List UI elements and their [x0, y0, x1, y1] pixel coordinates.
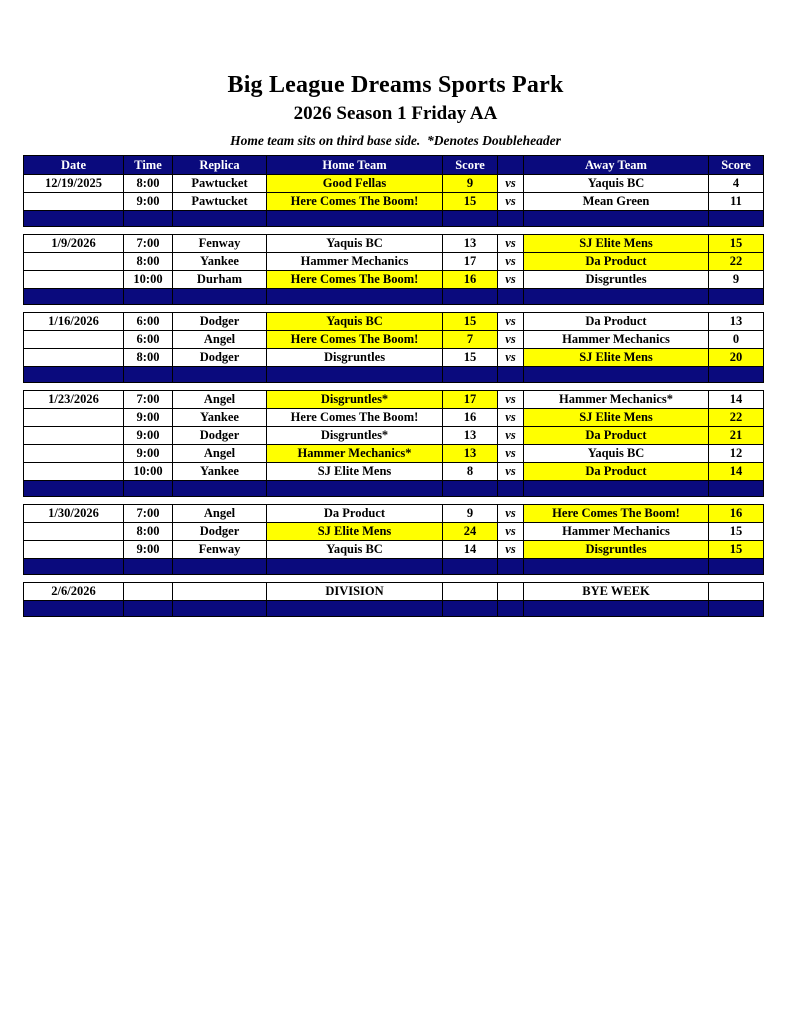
- separator-cell: [709, 289, 764, 305]
- spacer-row: [24, 227, 764, 235]
- away-score-cell: 15: [709, 235, 764, 253]
- col-header-home-team: Home Team: [267, 156, 443, 175]
- away-score-cell: 22: [709, 409, 764, 427]
- home-score-cell: 13: [443, 445, 498, 463]
- date-cell: [24, 463, 124, 481]
- home-score-cell: 16: [443, 271, 498, 289]
- date-cell: [24, 253, 124, 271]
- home-team-cell: Here Comes The Boom!: [267, 193, 443, 211]
- away-score-cell: [709, 583, 764, 601]
- separator-cell: [443, 289, 498, 305]
- separator-cell: [267, 559, 443, 575]
- away-team-cell: SJ Elite Mens: [524, 235, 709, 253]
- separator-cell: [709, 481, 764, 497]
- time-cell: 7:00: [124, 391, 173, 409]
- separator-row: [24, 559, 764, 575]
- game-row: [24, 313, 764, 331]
- separator-cell: [709, 559, 764, 575]
- separator-cell: [443, 367, 498, 383]
- replica-cell: [173, 583, 267, 601]
- col-header-replica: Replica: [173, 156, 267, 175]
- separator-cell: [443, 211, 498, 227]
- col-header-time: Time: [124, 156, 173, 175]
- home-team-cell: Here Comes The Boom!: [267, 409, 443, 427]
- separator-cell: [173, 367, 267, 383]
- separator-cell: [124, 367, 173, 383]
- game-row: [24, 463, 764, 481]
- vs-cell: vs: [498, 427, 524, 445]
- separator-cell: [24, 481, 124, 497]
- date-cell: [24, 445, 124, 463]
- home-score-cell: 9: [443, 175, 498, 193]
- separator-cell: [709, 601, 764, 617]
- spacer-cell: [24, 497, 764, 505]
- separator-cell: [24, 211, 124, 227]
- date-cell: [24, 271, 124, 289]
- home-score-cell: 13: [443, 235, 498, 253]
- vs-cell: vs: [498, 409, 524, 427]
- col-header-date: Date: [24, 156, 124, 175]
- home-team-cell: Yaquis BC: [267, 235, 443, 253]
- away-score-cell: 13: [709, 313, 764, 331]
- vs-cell: vs: [498, 271, 524, 289]
- away-team-cell: Disgruntles: [524, 541, 709, 559]
- date-cell: 12/19/2025: [24, 175, 124, 193]
- col-header-away-score: Score: [709, 156, 764, 175]
- spacer-row: [24, 497, 764, 505]
- replica-cell: Angel: [173, 505, 267, 523]
- time-cell: 7:00: [124, 505, 173, 523]
- replica-cell: Pawtucket: [173, 175, 267, 193]
- home-team-cell: Disgruntles: [267, 349, 443, 367]
- date-cell: [24, 193, 124, 211]
- home-score-cell: 7: [443, 331, 498, 349]
- bye-week-row: [24, 583, 764, 601]
- separator-cell: [524, 481, 709, 497]
- game-row: [24, 541, 764, 559]
- date-cell: [24, 523, 124, 541]
- separator-row: [24, 601, 764, 617]
- time-cell: 9:00: [124, 193, 173, 211]
- separator-cell: [173, 601, 267, 617]
- spacer-row: [24, 575, 764, 583]
- replica-cell: Angel: [173, 331, 267, 349]
- vs-cell: vs: [498, 331, 524, 349]
- separator-cell: [524, 601, 709, 617]
- home-team-cell: Here Comes The Boom!: [267, 331, 443, 349]
- home-score-cell: 13: [443, 427, 498, 445]
- separator-row: [24, 481, 764, 497]
- spacer-row: [24, 383, 764, 391]
- separator-cell: [267, 367, 443, 383]
- game-row: [24, 523, 764, 541]
- date-cell: [24, 541, 124, 559]
- vs-cell: vs: [498, 523, 524, 541]
- home-score-cell: 16: [443, 409, 498, 427]
- separator-cell: [173, 289, 267, 305]
- time-cell: 6:00: [124, 331, 173, 349]
- time-cell: 8:00: [124, 349, 173, 367]
- time-cell: 8:00: [124, 253, 173, 271]
- away-score-cell: 22: [709, 253, 764, 271]
- separator-cell: [124, 601, 173, 617]
- vs-cell: vs: [498, 349, 524, 367]
- home-score-cell: 14: [443, 541, 498, 559]
- home-team-cell: Disgruntles*: [267, 391, 443, 409]
- home-score-cell: 9: [443, 505, 498, 523]
- separator-cell: [24, 367, 124, 383]
- date-cell: [24, 331, 124, 349]
- replica-cell: Angel: [173, 391, 267, 409]
- game-row: [24, 409, 764, 427]
- away-team-cell: Hammer Mechanics*: [524, 391, 709, 409]
- replica-cell: Fenway: [173, 235, 267, 253]
- vs-cell: [498, 583, 524, 601]
- away-team-cell: Da Product: [524, 313, 709, 331]
- home-score-cell: 15: [443, 193, 498, 211]
- separator-cell: [124, 559, 173, 575]
- separator-cell: [524, 367, 709, 383]
- date-cell: 1/30/2026: [24, 505, 124, 523]
- separator-cell: [498, 211, 524, 227]
- page-subtitle: 2026 Season 1 Friday AA: [293, 103, 498, 124]
- game-row: [24, 331, 764, 349]
- home-score-cell: 15: [443, 313, 498, 331]
- home-score-cell: 15: [443, 349, 498, 367]
- replica-cell: Dodger: [173, 349, 267, 367]
- separator-row: [24, 367, 764, 383]
- away-score-cell: 15: [709, 523, 764, 541]
- vs-cell: vs: [498, 463, 524, 481]
- vs-cell: vs: [498, 253, 524, 271]
- date-cell: 1/9/2026: [24, 235, 124, 253]
- col-header-away-team: Away Team: [524, 156, 709, 175]
- home-team-cell: Hammer Mechanics: [267, 253, 443, 271]
- time-cell: 9:00: [124, 409, 173, 427]
- replica-cell: Yankee: [173, 463, 267, 481]
- separator-cell: [267, 289, 443, 305]
- away-team-cell: Da Product: [524, 253, 709, 271]
- away-team-cell: Yaquis BC: [524, 175, 709, 193]
- home-team-cell: Disgruntles*: [267, 427, 443, 445]
- home-team-cell: Yaquis BC: [267, 313, 443, 331]
- separator-cell: [524, 211, 709, 227]
- home-team-cell: SJ Elite Mens: [267, 523, 443, 541]
- date-cell: [24, 427, 124, 445]
- replica-cell: Dodger: [173, 523, 267, 541]
- separator-row: [24, 289, 764, 305]
- home-score-cell: 17: [443, 253, 498, 271]
- game-row: [24, 175, 764, 193]
- home-team-cell: Good Fellas: [267, 175, 443, 193]
- separator-cell: [498, 481, 524, 497]
- time-cell: 8:00: [124, 175, 173, 193]
- game-row: [24, 193, 764, 211]
- away-team-cell: Yaquis BC: [524, 445, 709, 463]
- home-team-cell: Here Comes The Boom!: [267, 271, 443, 289]
- away-team-cell: Hammer Mechanics: [524, 331, 709, 349]
- col-header-home-score: Score: [443, 156, 498, 175]
- replica-cell: Dodger: [173, 427, 267, 445]
- schedule-note: Home team sits on third base side. *Denotes Doubleheader: [230, 133, 561, 148]
- away-score-cell: 21: [709, 427, 764, 445]
- away-score-cell: 20: [709, 349, 764, 367]
- separator-cell: [443, 601, 498, 617]
- home-team-cell: Hammer Mechanics*: [267, 445, 443, 463]
- home-score-cell: 24: [443, 523, 498, 541]
- spacer-row: [24, 305, 764, 313]
- separator-cell: [524, 559, 709, 575]
- away-score-cell: 9: [709, 271, 764, 289]
- away-score-cell: 14: [709, 391, 764, 409]
- page-title: Big League Dreams Sports Park: [227, 72, 564, 98]
- away-team-cell: Da Product: [524, 463, 709, 481]
- game-row: [24, 235, 764, 253]
- replica-cell: Pawtucket: [173, 193, 267, 211]
- separator-cell: [498, 601, 524, 617]
- replica-cell: Yankee: [173, 409, 267, 427]
- game-row: [24, 349, 764, 367]
- home-team-cell: SJ Elite Mens: [267, 463, 443, 481]
- replica-cell: Dodger: [173, 313, 267, 331]
- home-score-cell: 17: [443, 391, 498, 409]
- separator-cell: [173, 211, 267, 227]
- vs-cell: vs: [498, 445, 524, 463]
- date-cell: [24, 349, 124, 367]
- separator-cell: [443, 559, 498, 575]
- away-score-cell: 14: [709, 463, 764, 481]
- separator-cell: [173, 481, 267, 497]
- vs-cell: vs: [498, 313, 524, 331]
- separator-cell: [124, 211, 173, 227]
- vs-cell: vs: [498, 541, 524, 559]
- schedule-table: [23, 155, 764, 617]
- spacer-cell: [24, 575, 764, 583]
- replica-cell: Yankee: [173, 253, 267, 271]
- away-score-cell: 4: [709, 175, 764, 193]
- game-row: [24, 445, 764, 463]
- spacer-cell: [24, 227, 764, 235]
- separator-row: [24, 211, 764, 227]
- away-team-cell: SJ Elite Mens: [524, 409, 709, 427]
- away-team-cell: Da Product: [524, 427, 709, 445]
- away-team-cell: Hammer Mechanics: [524, 523, 709, 541]
- separator-cell: [173, 559, 267, 575]
- separator-cell: [524, 289, 709, 305]
- separator-cell: [498, 289, 524, 305]
- time-cell: 10:00: [124, 271, 173, 289]
- separator-cell: [124, 481, 173, 497]
- home-score-cell: [443, 583, 498, 601]
- vs-cell: vs: [498, 391, 524, 409]
- time-cell: 8:00: [124, 523, 173, 541]
- schedule-table-body: [24, 175, 764, 617]
- separator-cell: [267, 601, 443, 617]
- separator-cell: [267, 481, 443, 497]
- separator-cell: [709, 367, 764, 383]
- away-team-cell: Mean Green: [524, 193, 709, 211]
- game-row: [24, 391, 764, 409]
- time-cell: 7:00: [124, 235, 173, 253]
- separator-cell: [709, 211, 764, 227]
- vs-cell: vs: [498, 193, 524, 211]
- time-cell: 10:00: [124, 463, 173, 481]
- separator-cell: [267, 211, 443, 227]
- separator-cell: [24, 559, 124, 575]
- vs-cell: vs: [498, 235, 524, 253]
- separator-cell: [24, 289, 124, 305]
- home-team-cell: Yaquis BC: [267, 541, 443, 559]
- replica-cell: Angel: [173, 445, 267, 463]
- game-row: [24, 271, 764, 289]
- game-row: [24, 427, 764, 445]
- home-team-cell: Da Product: [267, 505, 443, 523]
- separator-cell: [124, 289, 173, 305]
- replica-cell: Durham: [173, 271, 267, 289]
- date-cell: 1/23/2026: [24, 391, 124, 409]
- separator-cell: [498, 559, 524, 575]
- away-team-cell: Here Comes The Boom!: [524, 505, 709, 523]
- time-cell: 6:00: [124, 313, 173, 331]
- spacer-cell: [24, 305, 764, 313]
- away-team-cell: BYE WEEK: [524, 583, 709, 601]
- game-row: [24, 505, 764, 523]
- away-score-cell: 11: [709, 193, 764, 211]
- date-cell: [24, 409, 124, 427]
- col-header-vs: [498, 156, 524, 175]
- separator-cell: [443, 481, 498, 497]
- home-score-cell: 8: [443, 463, 498, 481]
- time-cell: 9:00: [124, 427, 173, 445]
- date-cell: 1/16/2026: [24, 313, 124, 331]
- away-score-cell: 16: [709, 505, 764, 523]
- away-score-cell: 15: [709, 541, 764, 559]
- away-score-cell: 12: [709, 445, 764, 463]
- date-cell: 2/6/2026: [24, 583, 124, 601]
- away-score-cell: 0: [709, 331, 764, 349]
- time-cell: [124, 583, 173, 601]
- replica-cell: Fenway: [173, 541, 267, 559]
- separator-cell: [24, 601, 124, 617]
- away-team-cell: Disgruntles: [524, 271, 709, 289]
- header-row: [24, 156, 764, 175]
- separator-cell: [498, 367, 524, 383]
- home-team-cell: DIVISION: [267, 583, 443, 601]
- vs-cell: vs: [498, 505, 524, 523]
- time-cell: 9:00: [124, 541, 173, 559]
- time-cell: 9:00: [124, 445, 173, 463]
- spacer-cell: [24, 383, 764, 391]
- game-row: [24, 253, 764, 271]
- vs-cell: vs: [498, 175, 524, 193]
- away-team-cell: SJ Elite Mens: [524, 349, 709, 367]
